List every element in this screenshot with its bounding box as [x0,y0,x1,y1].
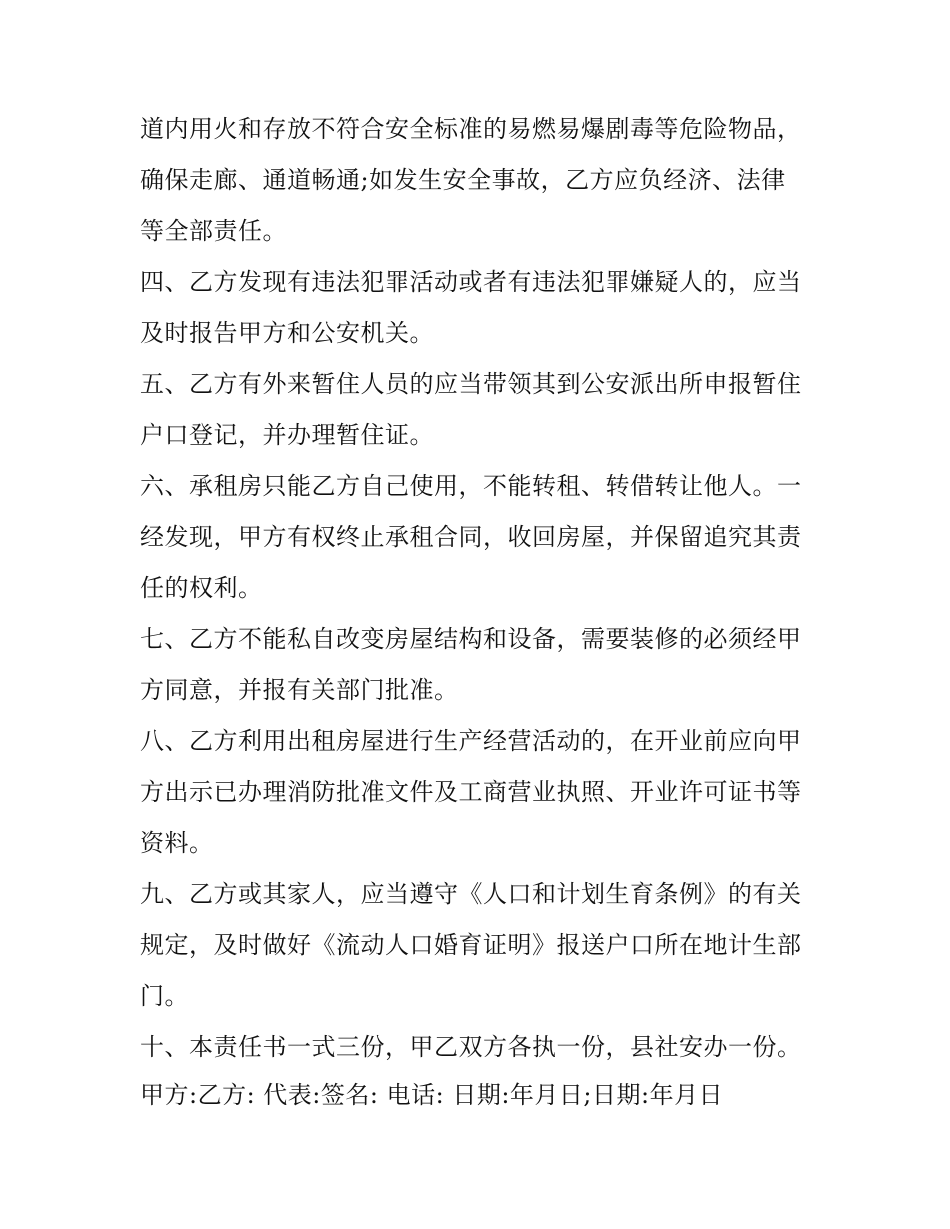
text-line: 资料。 [140,829,214,857]
text-line: 户口登记，并办理暂住证。 [140,421,434,449]
text-line: 道内用火和存放不符合安全标准的易燃易爆剧毒等危险物品， [140,115,802,143]
signature-line: 甲方:乙方: 代表:签名: 电话: 日期:年月日;日期:年月日 [140,1081,724,1109]
text-line: 规定，及时做好《流动人口婚育证明》报送户口所在地计生部 [140,931,802,959]
text-line: 等全部责任。 [140,217,287,245]
text-line: 方出示已办理消防批准文件及工商营业执照、开业许可证书等 [140,778,802,806]
text-line: 四、乙方发现有违法犯罪活动或者有违法犯罪嫌疑人的，应当 [140,268,802,296]
text-line: 六、承租房只能乙方自己使用，不能转租、转借转让他人。一 [140,472,802,500]
text-line: 经发现，甲方有权终止承租合同，收回房屋，并保留追究其责 [140,523,802,551]
text-line: 五、乙方有外来暂住人员的应当带领其到公安派出所申报暂住 [140,370,802,398]
text-line: 及时报告甲方和公安机关。 [140,319,434,347]
text-line: 任的权利。 [140,574,263,602]
text-line: 七、乙方不能私自改变房屋结构和设备，需要装修的必须经甲 [140,625,802,653]
text-line: 八、乙方利用出租房屋进行生产经营活动的，在开业前应向甲 [140,727,802,755]
text-line: 十、本责任书一式三份，甲乙双方各执一份，县社安办一份。 [140,1033,802,1061]
text-line: 九、乙方或其家人，应当遵守《人口和计划生育条例》的有关 [140,880,802,908]
text-line: 门。 [140,982,189,1010]
text-line: 确保走廊、通道畅通;如发生安全事故，乙方应负经济、法律 [140,166,786,194]
text-line: 方同意，并报有关部门批准。 [140,676,459,704]
